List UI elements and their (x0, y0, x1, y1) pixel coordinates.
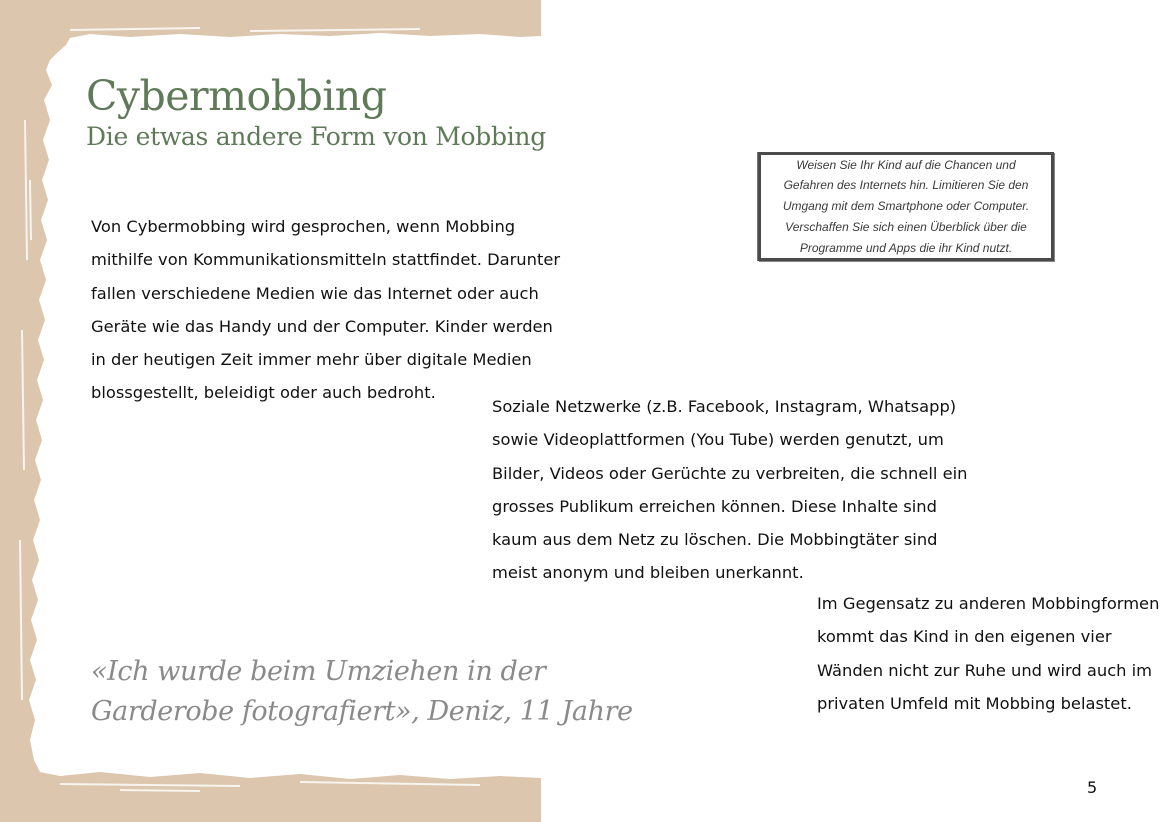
tip-box (758, 152, 1054, 261)
testimonial-quote: «Ich wurde beim Umziehen in der Garderobe fotografiert», Deniz, 11 Jahre (91, 656, 633, 727)
private-environment-paragraph: Im Gegensatz zu anderen Mobbingformen kommt das Kind in den eigenen vier Wänden nicht zur Ruhe und wird auch im privaten Umfeld mit Mobbing belastet. (817, 594, 1160, 713)
intro-paragraph: Von Cybermobbing wird gesprochen, wenn Mobbing mithilfe von Kommunikationsmitteln stattfindet. Darunter fallen verschiedene Medien wie das Internet oder auch Geräte wie das Handy und der Computer. Kinder werden in der heutigen Zeit immer mehr über digitale Medien blossgestellt, beleidigt oder auch bedroht. (91, 217, 561, 403)
page-title: Cybermobbing (86, 72, 387, 120)
page-subtitle: Die etwas andere Form von Mobbing (86, 122, 546, 151)
social-networks-paragraph: Soziale Netzwerke (z.B. Facebook, Instagram, Whatsapp) sowie Videoplattformen (You Tube) werden genutzt, um Bilder, Videos oder Gerüchte zu verbreiten, die schnell ein grosses Publikum erreichen können. Diese Inhalte sind kaum aus dem Netz zu löschen. Die Mobbingtäter sind meist anonym und bleiben unerkannt. (492, 397, 968, 583)
tip-text: Weisen Sie Ihr Kind auf die Chancen und Gefahren des Internets hin. Limitieren Sie den Umgang mit dem Smartphone oder Computer. Verschaffen Sie sich einen Überblick über die Programme und Apps die ihr Kind nutzt. (782, 157, 1030, 255)
page-number: 5 (1087, 778, 1098, 797)
